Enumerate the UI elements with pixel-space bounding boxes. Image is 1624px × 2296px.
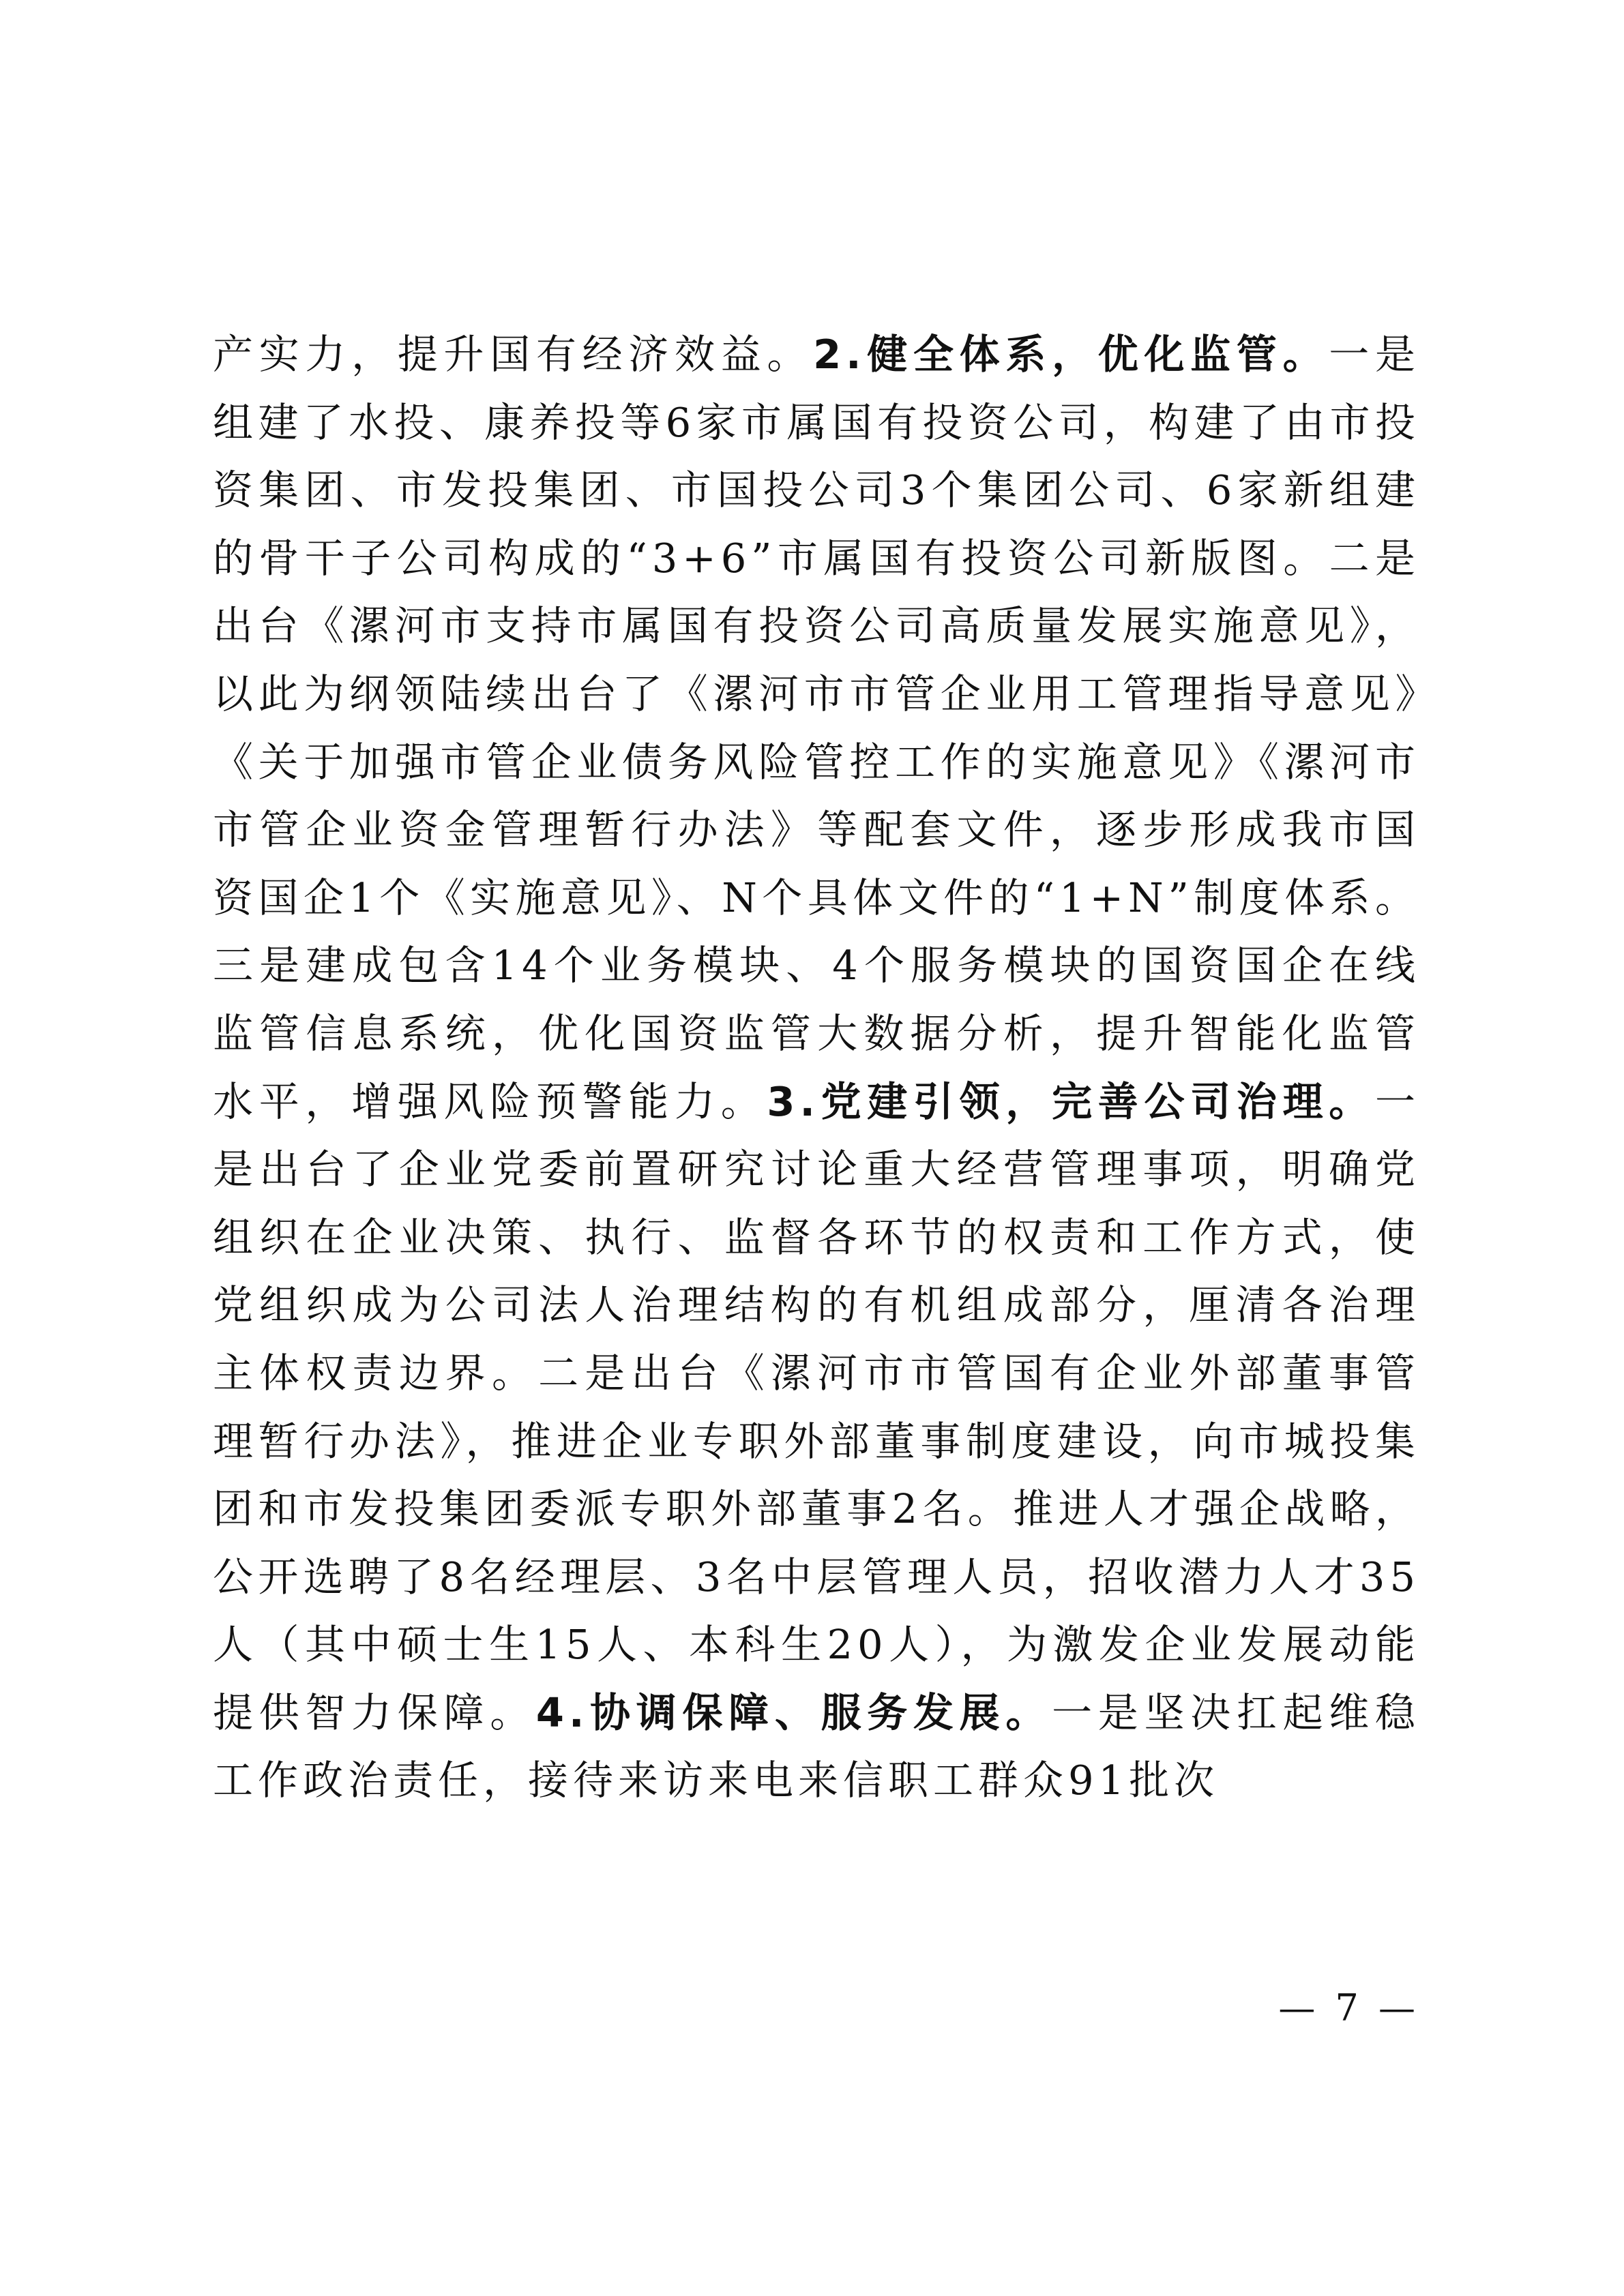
- section-heading-3: 3.党建引领，完善公司治理。: [767, 1077, 1375, 1125]
- text-run: 产实力，提升国有经济效益。: [213, 331, 814, 378]
- text-run: 一是组建了水投、康养投等6家市属国有投资公司，构建了由市投资集团、市发投集团、市国投公司3个集团公司、6家新组建的骨干子公司构成的“3+6”市属国有投资公司新版图。二是出台《漯河市支持市属国有投资公司高质量发展实施意见》，以此为纲领陆续出台了《漯河市市管企业用工管理指导意见》《关于加强市管企业债务风险管控工作的实施意见》《漯河市市管企业资金管理暂行办法》等配套文件，逐步形成我市国资国企1个《实施意见》、N个具体文件的“1+N”制度体系。三是建成包含14个业务模块、4个服务模块的国资国企在线监管信息系统，优化国资监管大数据分析，提升智能化监管水平，增强风险预警能力。: [213, 331, 1420, 1125]
- section-heading-4: 4.协调保障、服务发展。: [535, 1688, 1052, 1736]
- text-run: 一是出台了企业党委前置研究讨论重大经营管理事项，明确党组织在企业决策、执行、监督各环节的权责和工作方式，使党组织成为公司法人治理结构的有机组成部分，厘清各治理主体权责边界。二是出台《漯河市市管国有企业外部董事管理暂行办法》，推进企业专职外部董事制度建设，向市城投集团和市发投集团委派专职外部董事2名。推进人才强企战略，公开选聘了8名经理层、3名中层管理人员，招收潜力人才35人（其中硕士生15人、本科生20人），为激发企业发展动能提供智力保障。: [213, 1077, 1420, 1736]
- text-run: 一是坚决扛起维稳工作政治责任，接待来访来电来信职工群众91批次: [213, 1688, 1420, 1804]
- body-paragraph: [213, 320, 1420, 1815]
- page-number: — 7 —: [1278, 1986, 1419, 2029]
- section-heading-2: 2.健全体系，优化监管。: [813, 331, 1329, 378]
